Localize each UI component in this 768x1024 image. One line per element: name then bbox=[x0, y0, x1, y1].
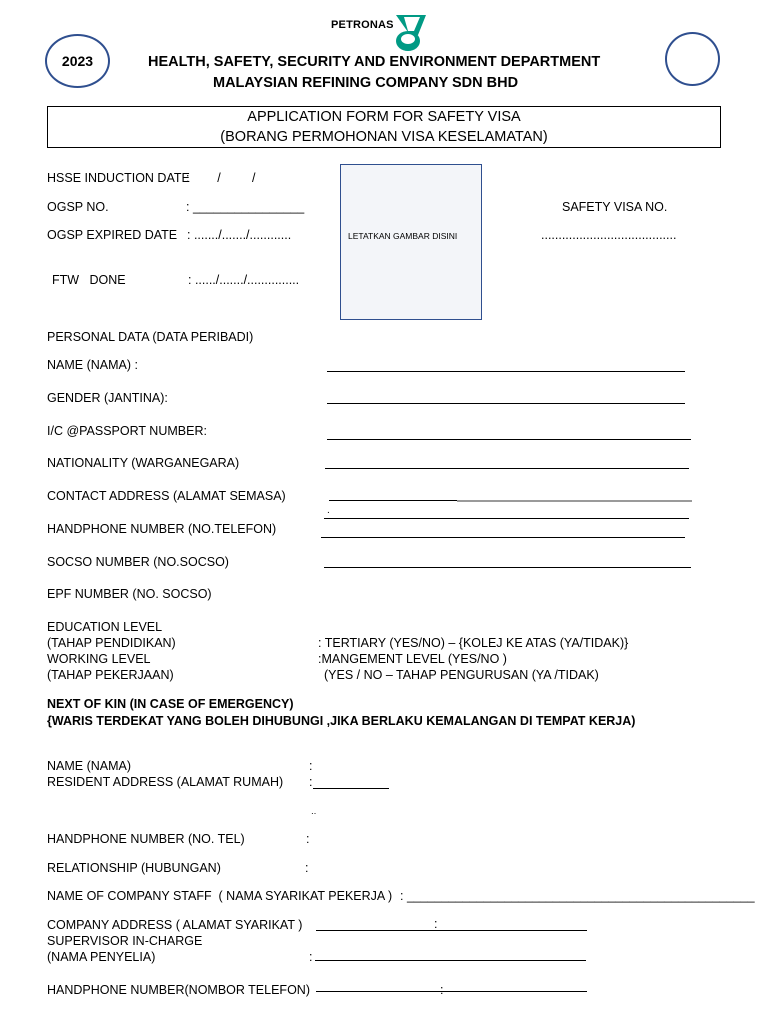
company-handphone-label: HANDPHONE NUMBER(NOMBOR TELEFON) bbox=[47, 983, 310, 997]
dept-line2: MALAYSIAN REFINING COMPANY SDN BHD bbox=[213, 75, 519, 91]
ogsp-no-label: OGSP NO. bbox=[47, 200, 109, 214]
kin-name-label: NAME (NAMA) bbox=[47, 759, 132, 773]
supervisor-label-malay: (NAMA PENYELIA) bbox=[47, 950, 156, 964]
kin-resident-address-colon: : bbox=[309, 775, 313, 789]
company-address-label: COMPANY ADDRESS ( ALAMAT SYARIKAT ) bbox=[47, 918, 303, 932]
kin-resident-address-line[interactable] bbox=[313, 788, 389, 789]
blank-badge bbox=[665, 32, 720, 86]
company-address-colon: : bbox=[434, 917, 438, 931]
kin-tiny-mark: ‥ bbox=[311, 807, 317, 816]
company-staff-field[interactable]: : __________________________________________________ bbox=[400, 889, 755, 903]
photo-box[interactable] bbox=[340, 164, 482, 320]
next-of-kin-heading: NEXT OF KIN (IN CASE OF EMERGENCY) bbox=[47, 697, 294, 711]
kin-handphone-label: HANDPHONE NUMBER (NO. TEL) bbox=[47, 832, 245, 846]
socso-label: SOCSO NUMBER (NO.SOCSO) bbox=[47, 555, 229, 569]
next-of-kin-subheading: {WARIS TERDEKAT YANG BOLEH DIHUBUNGI ,JIKA BERLAKU KEMALANGAN DI TEMPAT KERJA) bbox=[47, 714, 636, 728]
education-level-options[interactable]: : TERTIARY (YES/NO) – {KOLEJ KE ATAS (YA/TIDAK)} bbox=[318, 636, 629, 650]
supervisor-input-line[interactable] bbox=[315, 960, 586, 961]
contact-address-dot: . bbox=[327, 505, 330, 516]
education-level-label: EDUCATION LEVEL bbox=[47, 620, 163, 634]
year-text: 2023 bbox=[61, 53, 94, 69]
kin-name-colon: : bbox=[309, 759, 313, 773]
title-line1: APPLICATION FORM FOR SAFETY VISA bbox=[247, 109, 521, 125]
ogsp-expired-label: OGSP EXPIRED DATE bbox=[47, 228, 178, 242]
dept-line1: HEALTH, SAFETY, SECURITY AND ENVIRONMENT DEPARTMENT bbox=[148, 54, 601, 70]
contact-address-line-1b[interactable] bbox=[457, 500, 692, 502]
supervisor-colon: : bbox=[309, 950, 313, 964]
working-level-options-malay[interactable]: (YES / NO – TAHAP PENGURUSAN (YA /TIDAK) bbox=[324, 668, 599, 682]
education-level-label-malay: (TAHAP PENDIDIKAN) bbox=[47, 636, 176, 650]
photo-placeholder-text: LETATKAN GAMBAR DISINI bbox=[348, 231, 458, 241]
nationality-input-line[interactable] bbox=[325, 468, 689, 469]
kin-resident-address-label: RESIDENT ADDRESS (ALAMAT RUMAH) bbox=[47, 775, 284, 789]
company-staff-label: NAME OF COMPANY STAFF ( NAMA SYARIKAT PEKERJA ) bbox=[47, 889, 393, 903]
personal-data-heading: PERSONAL DATA (DATA PERIBADI) bbox=[47, 330, 254, 344]
ogsp-expired-field[interactable]: : ......./......./............ bbox=[187, 228, 292, 242]
kin-handphone-colon: : bbox=[306, 832, 310, 846]
socso-input-line[interactable] bbox=[324, 567, 691, 568]
gender-label: GENDER (JANTINA): bbox=[47, 391, 168, 405]
handphone-input-line[interactable] bbox=[321, 537, 685, 538]
ftw-label: FTW DONE bbox=[52, 273, 126, 287]
gender-input-line[interactable] bbox=[327, 403, 685, 404]
name-label: NAME (NAMA) : bbox=[47, 358, 138, 372]
ftw-field[interactable]: : ....../......./............... bbox=[188, 273, 300, 287]
petronas-logo-icon bbox=[390, 13, 428, 53]
contact-address-line-2[interactable] bbox=[324, 518, 689, 519]
ogsp-no-field[interactable]: : ________________ bbox=[186, 200, 305, 214]
induction-date-field[interactable]: : / / bbox=[186, 171, 256, 185]
safety-visa-label: SAFETY VISA NO. bbox=[562, 200, 668, 214]
company-handphone-colon: : bbox=[440, 983, 444, 997]
kin-relationship-colon: : bbox=[305, 861, 309, 875]
working-level-options[interactable]: :MANGEMENT LEVEL (YES/NO ) bbox=[318, 652, 507, 666]
working-level-label-malay: (TAHAP PEKERJAAN) bbox=[47, 668, 174, 682]
name-input-line[interactable] bbox=[327, 371, 685, 372]
company-handphone-line[interactable] bbox=[316, 991, 587, 992]
working-level-label: WORKING LEVEL bbox=[47, 652, 151, 666]
induction-date-label: HSSE INDUCTION DATE bbox=[47, 171, 190, 185]
safety-visa-field[interactable]: ....................................... bbox=[541, 228, 677, 242]
nationality-label: NATIONALITY (WARGANEGARA) bbox=[47, 456, 240, 470]
epf-label: EPF NUMBER (NO. SOCSO) bbox=[47, 587, 212, 601]
ic-passport-input-line[interactable] bbox=[327, 439, 691, 440]
supervisor-label: SUPERVISOR IN-CHARGE bbox=[47, 934, 203, 948]
company-address-line[interactable] bbox=[316, 930, 587, 931]
kin-relationship-label: RELATIONSHIP (HUBUNGAN) bbox=[47, 861, 221, 875]
contact-address-line-1a[interactable] bbox=[329, 500, 457, 501]
ic-passport-label: I/C @PASSPORT NUMBER: bbox=[47, 424, 207, 438]
contact-address-label: CONTACT ADDRESS (ALAMAT SEMASA) bbox=[47, 489, 286, 503]
title-line2: (BORANG PERMOHONAN VISA KESELAMATAN) bbox=[220, 129, 548, 145]
petronas-logo-text: PETRONAS bbox=[331, 19, 394, 31]
handphone-label: HANDPHONE NUMBER (NO.TELEFON) bbox=[47, 522, 277, 536]
